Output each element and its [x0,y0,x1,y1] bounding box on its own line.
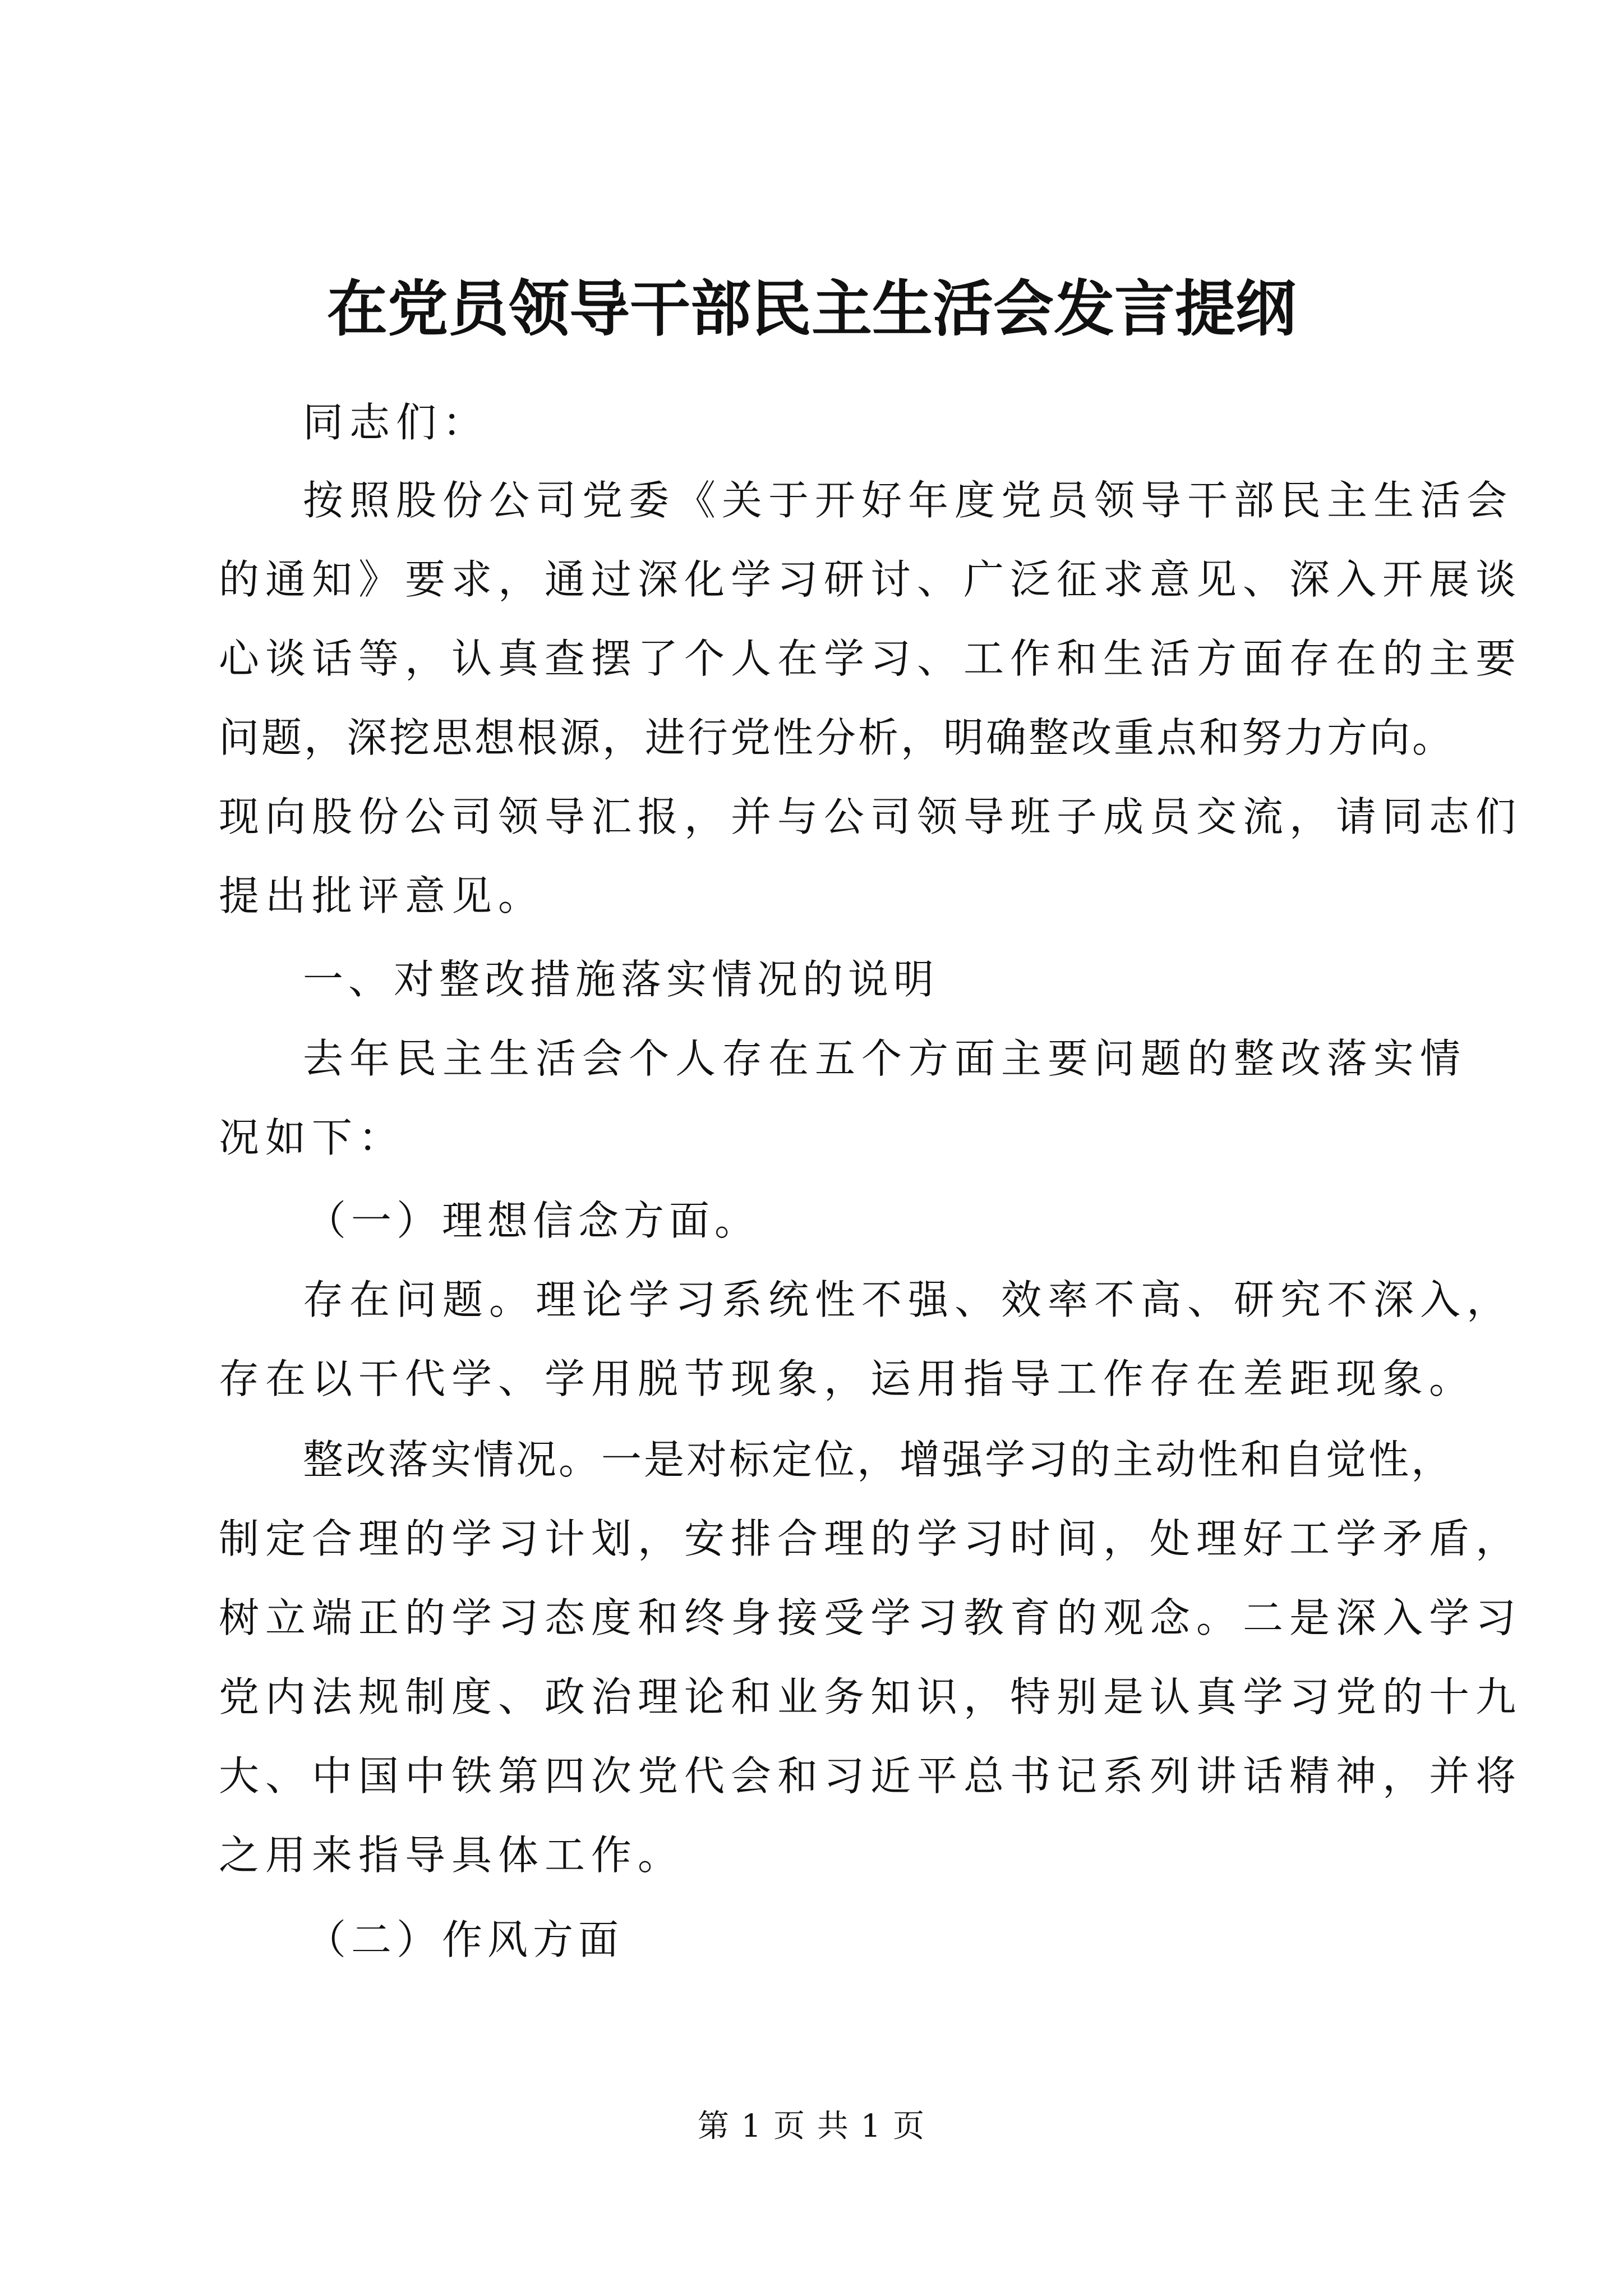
salutation: 同志们： [303,399,490,446]
paragraph-4-line-4: 党内法规制度、政治理论和业务知识，特别是认真学习党的十九 [219,1673,1523,1720]
paragraph-4-line-6: 之用来指导具体工作。 [219,1832,685,1879]
paragraph-1-line-5: 现向股份公司领导汇报，并与公司领导班子成员交流，请同志们 [219,793,1523,840]
paragraph-1-line-2: 的通知》要求，通过深化学习研讨、广泛征求意见、深入开展谈 [219,556,1523,603]
paragraph-1-line-3: 心谈话等，认真查摆了个人在学习、工作和生活方面存在的主要 [219,635,1523,682]
paragraph-4-line-5: 大、中国中铁第四次党代会和习近平总书记系列讲话精神，并将 [219,1752,1523,1800]
paragraph-4-line-3: 树立端正的学习态度和终身接受学习教育的观念。二是深入学习 [219,1594,1523,1641]
section-1-heading: 一、对整改措施落实情况的说明 [303,956,939,1003]
document-title: 在党员领导干部民主生活会发言提纲 [326,274,1296,344]
paragraph-1-line-4: 问题，深挖思想根源，进行党性分析，明确整改重点和努力方向。 [219,714,1455,761]
subsection-1-heading: （一）理想信念方面。 [306,1197,760,1244]
paragraph-3-line-2: 存在以干代学、学用脱节现象，运用指导工作存在差距现象。 [219,1355,1476,1402]
paragraph-4-line-1: 整改落实情况。一是对标定位，增强学习的主动性和自觉性， [303,1436,1454,1483]
paragraph-1-line-1: 按照股份公司党委《关于开好年度党员领导干部民主生活会 [303,477,1514,524]
paragraph-2-line-2: 况如下： [219,1114,405,1161]
paragraph-3-line-1: 存在问题。理论学习系统性不强、效率不高、研究不深入， [303,1276,1514,1323]
paragraph-4-line-2: 制定合理的学习计划，安排合理的学习时间，处理好工学矛盾， [219,1515,1523,1562]
paragraph-1-line-6: 提出批评意见。 [219,872,545,919]
paragraph-2-line-1: 去年民主生活会个人存在五个方面主要问题的整改落实情 [303,1035,1467,1082]
subsection-2-heading: （二）作风方面 [306,1916,624,1963]
page-number-footer: 第 1 页 共 1 页 [697,2108,926,2145]
